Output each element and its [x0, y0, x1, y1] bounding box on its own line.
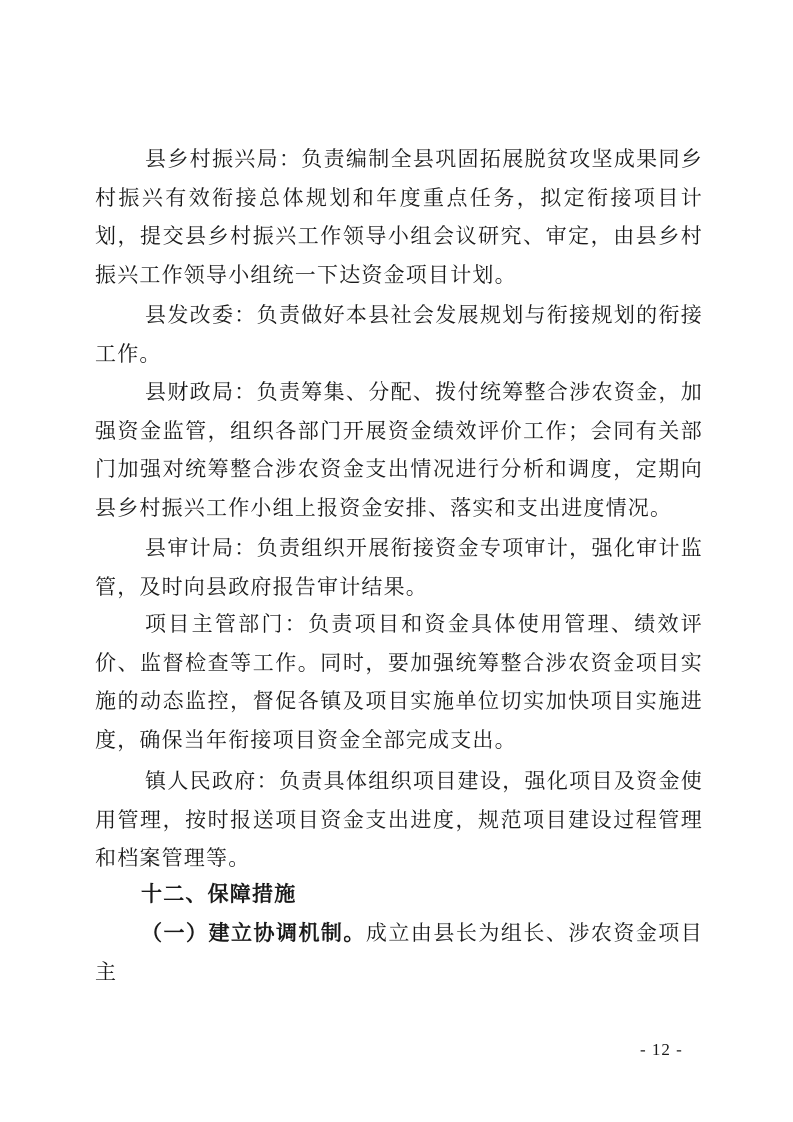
paragraph-audit-bureau: 县审计局：负责组织开展衔接资金专项审计，强化审计监管，及时向县政府报告审计结果。: [95, 536, 703, 599]
paragraph-coordination-mechanism: [95, 914, 703, 991]
paragraph-rural-revitalization-bureau: 县乡村振兴局：负责编制全县巩固拓展脱贫攻坚成果同乡村振兴有效衔接总体规划和年度重点任务，拟定衔接项目计划，提交县乡村振兴工作领导小组会议研究、审定，由县乡村振兴工作领导小组统一下达资金项目计划。: [95, 147, 703, 288]
paragraph-body-text: 成立由县长为组长、涉农资金项目主: [95, 921, 704, 984]
section-heading: 十二、保障措施: [141, 882, 297, 906]
paragraph-finance-bureau: 县财政局：负责筹集、分配、拨付统筹整合涉农资金，加强资金监管，组织各部门开展资金绩效评价工作；会同有关部门加强对统筹整合涉农资金支出情况进行分析和调度，定期向县乡村振兴工作小组上报资金安排、落实和支出进度情况。: [95, 380, 703, 521]
page-number: - 12 -: [640, 1040, 683, 1059]
paragraph-lead-title: （一）建立协调机制。: [141, 921, 366, 945]
paragraph-town-government: 镇人民政府：负责具体组织项目建设，强化项目及资金使用管理，按时报送项目资金支出进度，规范项目建设过程管理和档案管理等。: [95, 769, 703, 871]
paragraph-project-departments: 项目主管部门：负责项目和资金具体使用管理、绩效评价、监督检查等工作。同时，要加强统筹整合涉农资金项目实施的动态监控，督促各镇及项目实施单位切实加快项目实施进度，确保当年衔接项目资金全部完成支出。: [95, 612, 703, 753]
paragraph-development-reform-commission: 县发改委：负责做好本县社会发展规划与衔接规划的衔接工作。: [95, 303, 703, 366]
